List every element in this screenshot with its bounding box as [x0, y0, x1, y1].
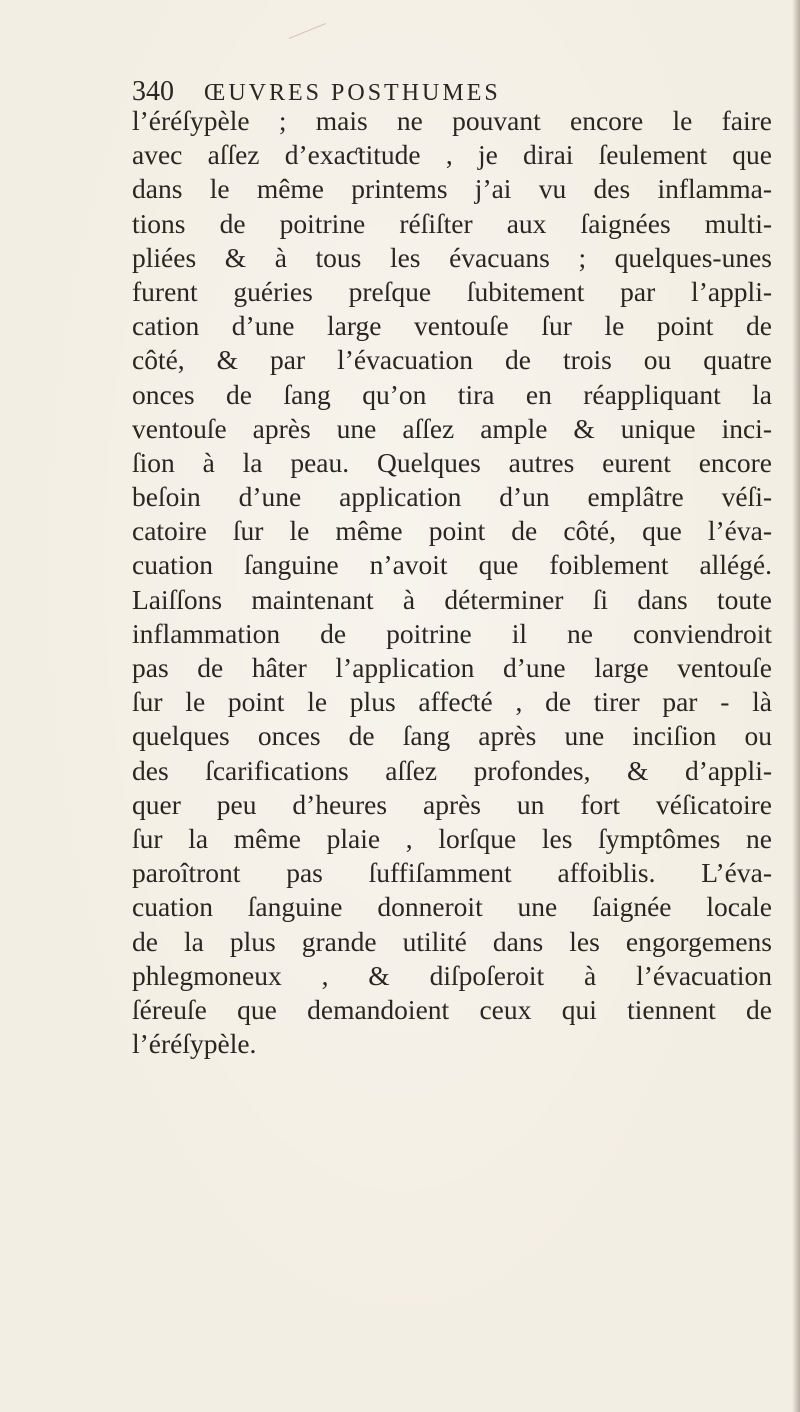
- text-line: ſur le point le plus affeƈté , de tirer par - là: [132, 686, 772, 718]
- text-line: ſéreuſe que demandoient ceux qui tiennent de: [132, 993, 772, 1025]
- text-line: ſur la même plaie , lorſque les ſymptômes ne: [132, 822, 772, 854]
- text-line: ſion à la peau. Quelques autres eurent encore: [132, 446, 772, 478]
- text-line: pas de hâter l’application d’une large ventouſe: [132, 652, 772, 683]
- text-line: inflammation de poitrine il ne conviendroit: [132, 617, 772, 649]
- text-line: furent guéries preſque ſubitement par l’appli-: [132, 275, 772, 307]
- text-line: cation d’une large ventouſe ſur le point de: [132, 310, 772, 342]
- page-number: 340: [132, 76, 174, 107]
- text-line: de la plus grande utilité dans les engorgemens: [132, 925, 772, 957]
- text-line: catoire ſur le même point de côté, que l’éva-: [132, 515, 772, 547]
- text-line: des ſcarifications aſſez profondes, & d’appli-: [132, 754, 772, 786]
- paper-mark: [289, 23, 332, 52]
- text-line: pliées & à tous les évacuans ; quelques-unes: [132, 241, 772, 273]
- text-line: dans le même printems j’ai vu des inflamma-: [132, 173, 772, 205]
- text-line: ventouſe après une aſſez ample & unique inci-: [132, 412, 772, 444]
- text-line: l’éréſypèle ; mais ne pouvant encore le faire: [132, 105, 772, 136]
- text-line: Laiſſons maintenant à déterminer ſi dans toute: [132, 583, 772, 615]
- text-line: l’éréſypèle.: [132, 1028, 257, 1060]
- page-edge-shadow: [792, 0, 800, 1412]
- text-line: onces de ſang qu’on tira en réappliquant la: [132, 378, 772, 410]
- text-line: quelques onces de ſang après une inciſion ou: [132, 720, 772, 752]
- text-line: phlegmoneux , & diſpoſeroit à l’évacuation: [132, 959, 772, 991]
- text-line: beſoin d’une application d’un emplâtre véſi-: [132, 481, 772, 513]
- text-line: côté, & par l’évacuation de trois ou quatre: [132, 344, 772, 376]
- text-line: tions de poitrine réſiſter aux ſaignées multi-: [132, 207, 772, 239]
- text-line: quer peu d’heures après un fort véſicatoire: [132, 788, 772, 820]
- text-line: cuation ſanguine n’avoit que foiblement allégé.: [132, 549, 772, 581]
- body-text: [132, 104, 772, 1061]
- running-title: ŒUVRES POSTHUMES: [204, 80, 501, 106]
- text-line: paroîtront pas ſuffiſamment affoiblis. L’éva-: [132, 857, 772, 889]
- text-line: avec aſſez d’exaƈtitude , je dirai ſeulement que: [132, 139, 772, 171]
- text-line: cuation ſanguine donneroit une ſaignée locale: [132, 891, 772, 923]
